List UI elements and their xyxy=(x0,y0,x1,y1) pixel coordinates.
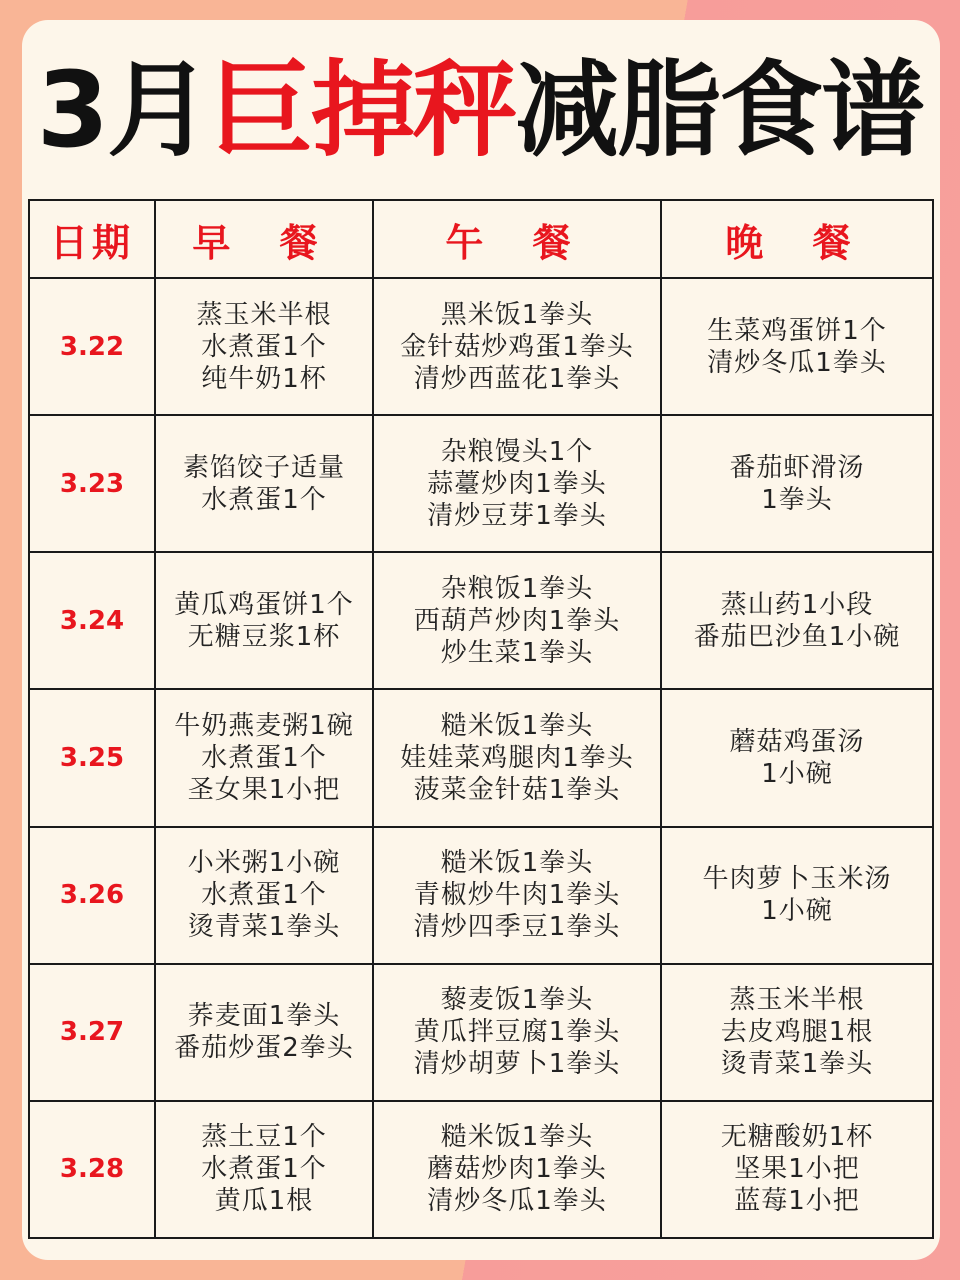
lunch-item: 炒生菜1拳头 xyxy=(440,637,594,668)
dinner-cell xyxy=(661,689,933,826)
dinner-item: 蓝莓1小把 xyxy=(734,1186,860,1217)
date-cell: 3.24 xyxy=(29,552,155,689)
dinner-item: 烫青菜1拳头 xyxy=(720,1049,874,1080)
date-cell: 3.26 xyxy=(29,827,155,964)
breakfast-item: 小米粥1小碗 xyxy=(187,848,341,879)
lunch-item: 杂粮饭1拳头 xyxy=(440,573,594,604)
title-rest: 减脂食谱 xyxy=(515,49,924,171)
lunch-item: 清炒西蓝花1拳头 xyxy=(413,363,621,394)
breakfast-item: 荞麦面1拳头 xyxy=(187,1001,341,1032)
lunch-item: 菠菜金针菇1拳头 xyxy=(413,774,621,805)
breakfast-item: 素馅饺子适量 xyxy=(182,452,345,483)
breakfast-item: 水煮蛋1个 xyxy=(201,1154,327,1185)
lunch-item: 糙米饭1拳头 xyxy=(440,1122,594,1153)
breakfast-item: 水煮蛋1个 xyxy=(201,742,327,773)
table-row xyxy=(29,552,933,689)
date-cell: 3.28 xyxy=(29,1101,155,1238)
table-row xyxy=(29,1101,933,1238)
lunch-cell xyxy=(373,552,661,689)
lunch-item: 西葫芦炒肉1拳头 xyxy=(413,605,621,636)
dinner-item: 坚果1小把 xyxy=(734,1154,860,1185)
lunch-item: 糙米饭1拳头 xyxy=(440,710,594,741)
breakfast-cell xyxy=(155,689,373,826)
breakfast-cell xyxy=(155,415,373,552)
dinner-cell xyxy=(661,278,933,415)
lunch-item: 清炒豆芽1拳头 xyxy=(427,500,607,531)
dinner-item: 蘑菇鸡蛋汤 xyxy=(729,726,865,757)
dinner-item: 番茄虾滑汤 xyxy=(729,452,865,483)
breakfast-item: 水煮蛋1个 xyxy=(201,331,327,362)
breakfast-cell xyxy=(155,827,373,964)
dinner-item: 无糖酸奶1杯 xyxy=(720,1122,874,1153)
lunch-item: 黑米饭1拳头 xyxy=(440,299,594,330)
lunch-item: 清炒胡萝卜1拳头 xyxy=(413,1049,621,1080)
lunch-item: 清炒四季豆1拳头 xyxy=(413,912,621,943)
breakfast-item: 圣女果1小把 xyxy=(187,774,341,805)
header-date: 日期 xyxy=(29,200,155,278)
header-breakfast: 早 餐 xyxy=(155,200,373,278)
breakfast-item: 番茄炒蛋2拳头 xyxy=(174,1033,354,1064)
date-cell: 3.25 xyxy=(29,689,155,826)
breakfast-item: 纯牛奶1杯 xyxy=(201,363,327,394)
table-row xyxy=(29,689,933,826)
lunch-item: 娃娃菜鸡腿肉1拳头 xyxy=(400,742,634,773)
dinner-item: 清炒冬瓜1拳头 xyxy=(707,347,887,378)
lunch-item: 藜麦饭1拳头 xyxy=(440,985,594,1016)
breakfast-cell xyxy=(155,552,373,689)
dinner-cell xyxy=(661,1101,933,1238)
dinner-item: 番茄巴沙鱼1小碗 xyxy=(693,621,901,652)
dinner-item: 去皮鸡腿1根 xyxy=(720,1017,874,1048)
lunch-item: 清炒冬瓜1拳头 xyxy=(427,1186,607,1217)
dinner-item: 蒸山药1小段 xyxy=(720,589,874,620)
lunch-item: 青椒炒牛肉1拳头 xyxy=(413,880,621,911)
dinner-cell xyxy=(661,415,933,552)
lunch-cell xyxy=(373,278,661,415)
title-month: 3月 xyxy=(36,49,210,171)
dinner-cell xyxy=(661,964,933,1101)
breakfast-item: 水煮蛋1个 xyxy=(201,880,327,911)
title-highlight: 巨掉秤 xyxy=(209,49,516,171)
dinner-cell xyxy=(661,552,933,689)
lunch-item: 黄瓜拌豆腐1拳头 xyxy=(413,1017,621,1048)
breakfast-cell xyxy=(155,278,373,415)
breakfast-item: 蒸土豆1个 xyxy=(201,1122,327,1153)
breakfast-item: 牛奶燕麦粥1碗 xyxy=(174,710,354,741)
breakfast-item: 水煮蛋1个 xyxy=(201,484,327,515)
header-lunch: 午 餐 xyxy=(373,200,661,278)
lunch-item: 蘑菇炒肉1拳头 xyxy=(427,1154,607,1185)
dinner-item: 1拳头 xyxy=(761,484,833,515)
breakfast-item: 无糖豆浆1杯 xyxy=(187,621,341,652)
meal-plan-table xyxy=(28,199,934,1239)
dinner-item: 生菜鸡蛋饼1个 xyxy=(707,315,887,346)
dinner-item: 牛肉萝卜玉米汤 xyxy=(702,864,892,895)
lunch-cell xyxy=(373,964,661,1101)
breakfast-cell xyxy=(155,964,373,1101)
header-dinner: 晚 餐 xyxy=(661,200,933,278)
dinner-item: 1小碗 xyxy=(761,896,833,927)
date-cell: 3.27 xyxy=(29,964,155,1101)
page-title xyxy=(0,50,960,170)
breakfast-item: 烫青菜1拳头 xyxy=(187,912,341,943)
dinner-cell xyxy=(661,827,933,964)
dinner-item: 1小碗 xyxy=(761,758,833,789)
lunch-item: 蒜薹炒肉1拳头 xyxy=(427,468,607,499)
lunch-item: 金针菇炒鸡蛋1拳头 xyxy=(400,331,634,362)
dinner-item: 蒸玉米半根 xyxy=(729,985,865,1016)
breakfast-item: 黄瓜1根 xyxy=(214,1186,314,1217)
lunch-cell xyxy=(373,689,661,826)
table-header-row xyxy=(29,200,933,278)
breakfast-item: 蒸玉米半根 xyxy=(196,299,332,330)
date-cell: 3.22 xyxy=(29,278,155,415)
lunch-item: 糙米饭1拳头 xyxy=(440,848,594,879)
table-row xyxy=(29,964,933,1101)
table-row xyxy=(29,827,933,964)
lunch-cell xyxy=(373,415,661,552)
lunch-cell xyxy=(373,827,661,964)
lunch-cell xyxy=(373,1101,661,1238)
breakfast-item: 黄瓜鸡蛋饼1个 xyxy=(174,589,354,620)
date-cell: 3.23 xyxy=(29,415,155,552)
lunch-item: 杂粮馒头1个 xyxy=(440,436,594,467)
table-row xyxy=(29,278,933,415)
breakfast-cell xyxy=(155,1101,373,1238)
table-row xyxy=(29,415,933,552)
